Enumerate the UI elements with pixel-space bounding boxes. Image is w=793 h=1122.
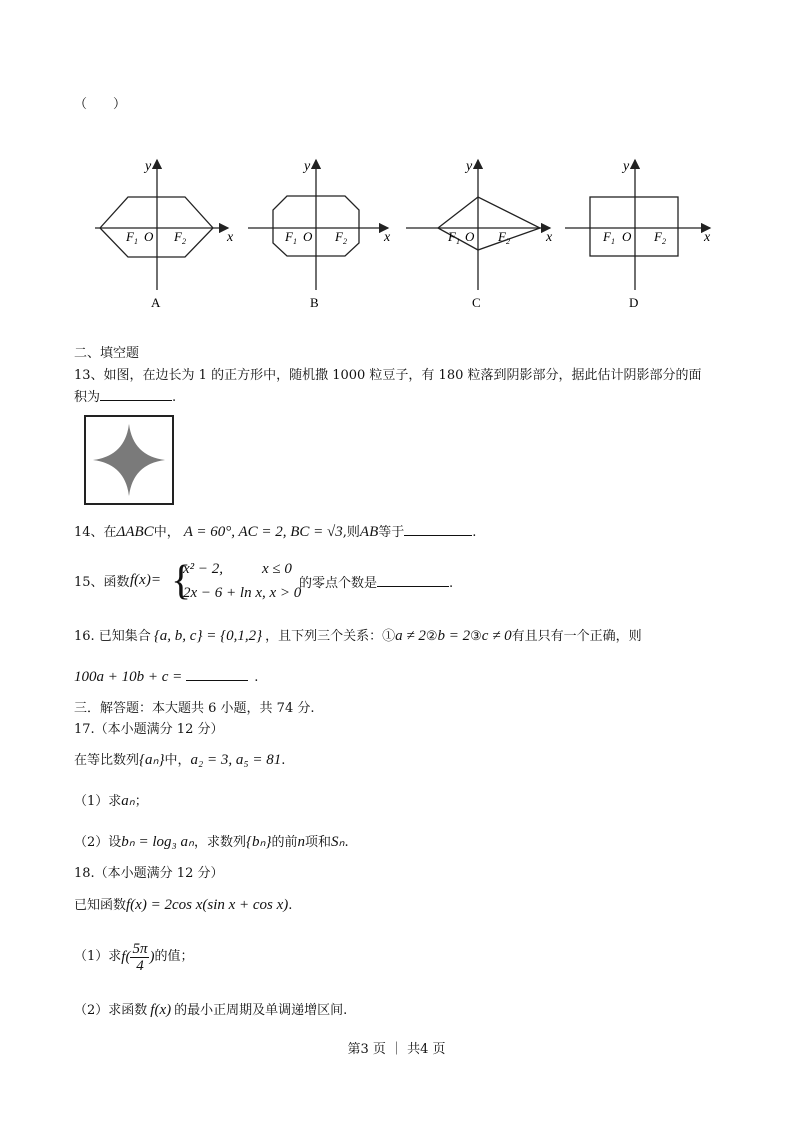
q18-p2-end: 的最小正周期及单调递增区间.	[174, 1003, 348, 1018]
q16-r2-mark: ②	[425, 629, 438, 644]
q14-mid: 中，	[153, 525, 180, 540]
q15-end: .	[449, 576, 454, 591]
q17-p2-mid3: 项和	[305, 835, 332, 850]
q18-p1-prefix: （1）求	[74, 949, 122, 964]
page-footer: 第3 页 ｜ 共4 页	[347, 1042, 446, 1057]
option-label-a: A	[151, 295, 161, 310]
figure-a	[95, 160, 228, 290]
q13-answer-blank[interactable]	[100, 388, 172, 401]
svg-text:F2	[653, 229, 666, 246]
origin-label: O	[144, 229, 154, 244]
q17-p1-var: aₙ	[121, 793, 135, 809]
q14-end: .	[472, 525, 477, 540]
q15-case1-expr: x² − 2,	[183, 561, 224, 577]
q18-p1-den: 4	[136, 957, 144, 974]
axis-x-label: x	[227, 230, 234, 245]
q16-line1	[74, 627, 722, 646]
q16-prefix: 16. 已知集合	[74, 629, 151, 644]
rectangle-shape	[590, 197, 678, 256]
svg-text:F2	[173, 229, 186, 246]
q17-part1	[74, 792, 148, 811]
option-label-c: C	[472, 295, 481, 310]
axis-y-label: y	[145, 159, 152, 174]
focus-2-label: F	[335, 229, 343, 244]
q17-p1-prefix: （1）求	[74, 794, 122, 809]
q18-p2-prefix: （2）求函数	[74, 1003, 148, 1018]
option-figures	[70, 150, 730, 315]
q14	[74, 523, 476, 542]
option-label-b: B	[310, 295, 319, 310]
axis-x-label: x	[384, 230, 391, 245]
q17-seq: {aₙ}	[139, 752, 165, 768]
q18-part1	[74, 937, 193, 977]
q16-r3: c ≠ 0	[481, 628, 512, 644]
focus-1-label: F	[448, 229, 456, 244]
q14-then: ,则	[342, 525, 360, 540]
focus-2-label: F	[654, 229, 662, 244]
q14-ab: AB	[359, 524, 379, 540]
q15-case1-cond: x ≤ 0	[262, 561, 292, 577]
svg-text:F1	[284, 229, 297, 246]
svg-text:F2	[334, 229, 347, 246]
focus-1-sub: 1	[455, 237, 460, 246]
focus-2-label: F	[174, 229, 182, 244]
q18-p1-num: 5π	[132, 940, 148, 957]
q17-p2-prefix: （2）设	[74, 835, 122, 850]
q17-p2-seq: {bₙ}	[246, 834, 272, 850]
q17-p2-sum: Sₙ	[331, 834, 345, 850]
q17-title: 17.（本小题满分 12 分）	[74, 722, 224, 737]
q16-set: {a, b, c} = {0,1,2}	[153, 628, 263, 644]
focus-2-sub: 2	[181, 237, 186, 246]
q13-line2-text: 积为	[74, 390, 101, 405]
q16-end: .	[254, 670, 259, 685]
q18-stem-prefix: 已知函数	[74, 898, 127, 913]
origin-label: O	[622, 229, 632, 244]
svg-text:F2	[497, 229, 510, 246]
focus-2-sub: 2	[505, 237, 510, 246]
q17-stem	[74, 751, 285, 770]
section-2-heading: 二、填空题	[74, 346, 140, 361]
q14-triangle: ΔABC	[116, 524, 154, 540]
q18-p1-fraction	[130, 941, 149, 974]
q16-expr: 100a + 10b + c =	[74, 669, 183, 685]
q17-p1-end: ；	[134, 794, 148, 809]
option-label-d: D	[629, 295, 639, 310]
svg-text:F1	[125, 229, 138, 246]
origin-label: O	[465, 229, 475, 244]
q16-r3-mark: ③	[470, 629, 482, 644]
answer-paren: （ ）	[74, 97, 127, 112]
q18-func: f(x) = 2cos x(sin x + cos x)	[126, 897, 289, 913]
q16-r1: a ≠ 2	[395, 628, 426, 644]
q14-condition: A = 60°, AC = 2, BC = √3	[183, 524, 343, 540]
q13-end: .	[172, 390, 177, 405]
figure-b	[248, 160, 388, 290]
svg-text:F1	[602, 229, 615, 246]
q16-r2: b = 2	[437, 628, 471, 644]
axis-y-label: y	[623, 159, 630, 174]
axis-y-label: y	[304, 159, 311, 174]
q15-suffix: 的零点个数是	[299, 576, 378, 591]
q15-case2: 2x − 6 + ln x, x > 0	[183, 585, 302, 601]
q18-p1-close: )	[149, 949, 155, 965]
q17-p2-n: n	[297, 834, 306, 850]
focus-1-sub: 1	[292, 237, 297, 246]
q18-part2	[74, 1001, 347, 1020]
q15-tail	[299, 574, 453, 593]
q17-stem-mid: 中，	[164, 753, 191, 768]
focus-2-sub: 2	[342, 237, 347, 246]
q15-brace: {	[171, 558, 192, 604]
q17-p2-mid2: 的前	[271, 835, 298, 850]
axis-x-label: x	[546, 230, 553, 245]
q13-line1: 13、如图，在边长为 1 的正方形中，随机撒 1000 粒豆子，有 180 粒落到阴影部分，据此估计阴影部分的面	[74, 368, 702, 383]
q18-p1-end: 的值；	[154, 949, 194, 964]
focus-1-sub: 1	[610, 237, 615, 246]
q18-title: 18.（本小题满分 12 分）	[74, 866, 224, 881]
q17-stem-prefix: 在等比数列	[74, 753, 140, 768]
figure-d	[565, 160, 710, 290]
section-3-heading: 三．解答题：本大题共 6 小题，共 74 分.	[74, 701, 315, 716]
q17-p2-def: bₙ = log₃ aₙ	[121, 834, 194, 850]
q16-answer-blank[interactable]	[186, 668, 248, 681]
focus-1-label: F	[126, 229, 134, 244]
q14-suffix: 等于	[378, 525, 405, 540]
q16-mid: ，且下列三个关系：①	[265, 629, 396, 644]
q18-stem-end: .	[288, 898, 293, 913]
q14-prefix: 14、在	[74, 525, 117, 540]
q17-cond: a₂ = 3, a₅ = 81	[190, 752, 282, 768]
q16-tail: 有且只有一个正确，则	[511, 629, 642, 644]
q17-p2-end: .	[344, 835, 349, 850]
axis-x-label: x	[704, 230, 711, 245]
focus-1-sub: 1	[133, 237, 138, 246]
focus-1-label: F	[285, 229, 293, 244]
q14-answer-blank[interactable]	[404, 523, 472, 536]
q18-p1-f: f(	[121, 949, 131, 965]
figure-c	[406, 160, 550, 290]
q18-stem	[74, 896, 292, 915]
origin-label: O	[303, 229, 313, 244]
svg-text:F1	[447, 229, 460, 246]
focus-2-label: F	[498, 229, 506, 244]
q16-line2	[74, 668, 258, 687]
q15-answer-blank[interactable]	[377, 574, 449, 587]
q17-p2-mid: ，求数列	[194, 835, 247, 850]
focus-1-label: F	[603, 229, 611, 244]
q15-fx: f(x)=	[130, 572, 161, 588]
q13-square-figure	[84, 415, 174, 505]
q15-prefix: 15、函数	[74, 575, 130, 590]
q17-part2	[74, 833, 349, 852]
focus-2-sub: 2	[661, 237, 666, 246]
q13-line2	[74, 388, 176, 407]
axis-y-label: y	[466, 159, 473, 174]
q17-stem-end: .	[281, 753, 286, 768]
q18-p2-f: f(x)	[150, 1002, 172, 1018]
